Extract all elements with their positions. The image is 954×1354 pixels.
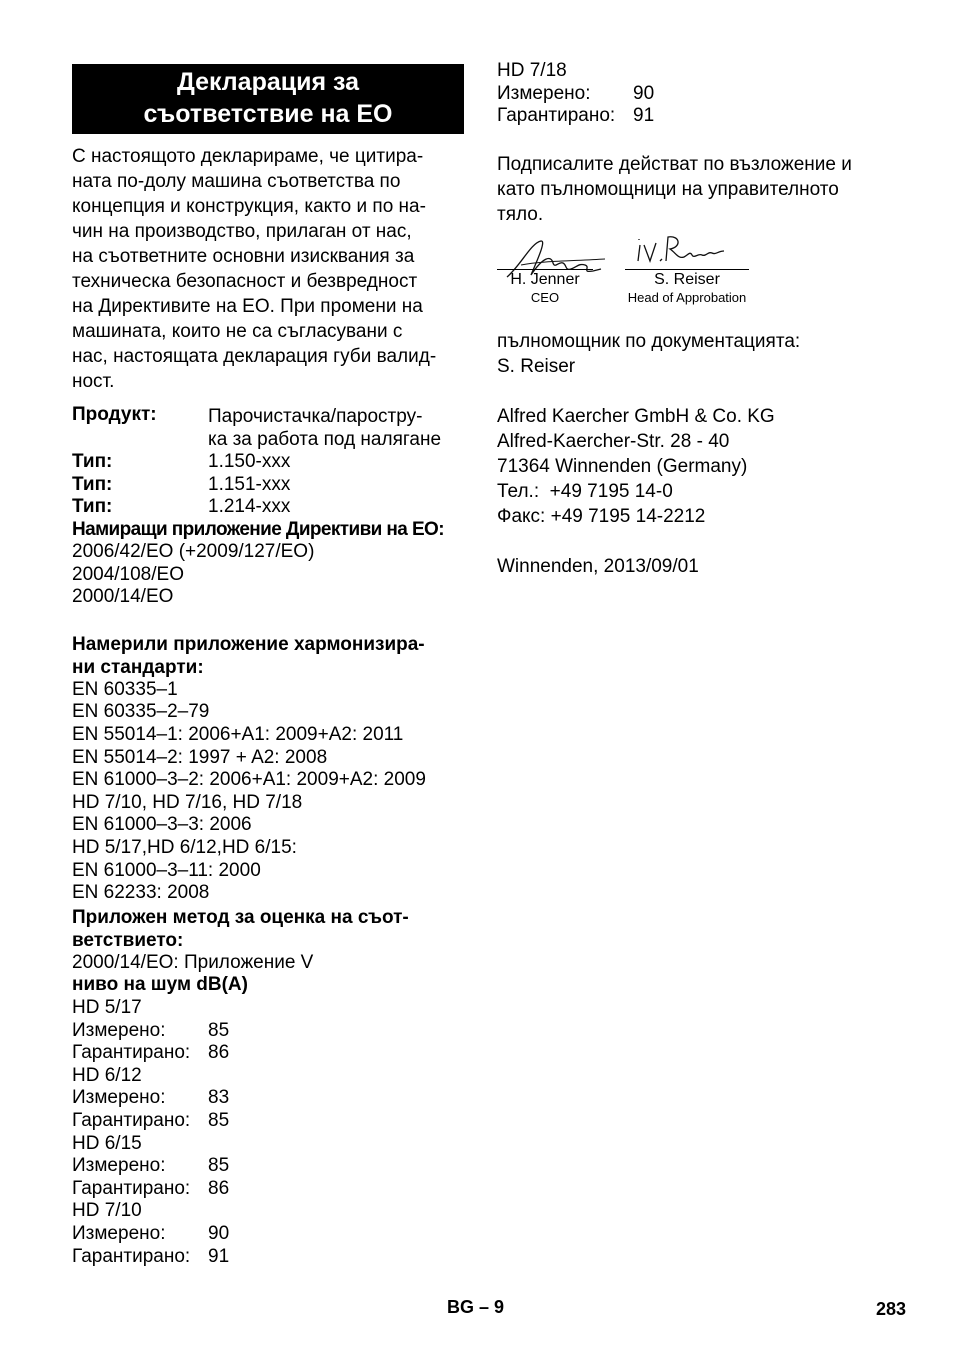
standard-item: EN 62233: 2008 <box>72 882 210 904</box>
intro-line: техническа безопасност и безвредност <box>72 271 418 292</box>
signatory-name: H. Jenner <box>497 269 593 289</box>
signatory-name: S. Reiser <box>625 269 749 289</box>
reiser-signature-image <box>632 231 732 271</box>
noise-heading: ниво на шум dB(A) <box>72 974 248 996</box>
measured-label: Измерено: <box>497 82 591 104</box>
assessment-block <box>72 905 464 975</box>
noise-block <box>72 974 464 1268</box>
measured-value: 90 <box>633 82 655 104</box>
signatures-block <box>497 241 897 341</box>
guaranteed-row <box>72 1246 464 1269</box>
measured-label: Измерено: <box>72 1019 166 1041</box>
noise-model: HD 7/18 <box>497 60 567 81</box>
address-line: Факс: +49 7195 14-2212 <box>497 505 706 527</box>
standard-item: EN 60335–1 <box>72 678 178 700</box>
standards-heading: ни стандарти: <box>72 656 204 678</box>
intro-line: на Директивите на ЕО. При промени на <box>72 296 423 317</box>
signatory-role: CEO <box>530 289 560 305</box>
title-line-2: съответствие на ЕО <box>143 100 393 128</box>
type-value: 1.151-xxx <box>208 473 291 495</box>
product-value: Парочистачка/паростру- ка за работа под налягане <box>208 406 442 450</box>
standard-item: HD 5/17,HD 6/12,HD 6/15: <box>72 837 297 859</box>
assessment-value: 2000/14/ЕО: Приложение V <box>72 951 314 973</box>
measured-row <box>72 1223 464 1246</box>
assessment-heading: ветствието: <box>72 929 184 951</box>
type-row <box>72 496 464 519</box>
directives-block <box>72 519 464 609</box>
intro-line: С настоящото декларираме, че цитира- <box>72 146 424 167</box>
standards-block <box>72 632 464 905</box>
intro-line: на съответните основни изисквания за <box>72 246 415 267</box>
type-value: 1.150-xxx <box>208 451 291 472</box>
standard-item: EN 60335–2–79 <box>72 701 210 723</box>
address-block <box>497 404 897 529</box>
signatory-role: Head of Approbation <box>627 289 747 305</box>
noise-model: HD 7/10 <box>72 1200 142 1222</box>
doc-agent-name: S. Reiser <box>497 355 576 377</box>
product-row <box>72 404 464 451</box>
signatories-line: като пълномощници на управителното <box>497 178 839 200</box>
address-line: Alfred Kaercher GmbH & Co. KG <box>497 405 775 427</box>
page-number: 283 <box>876 1299 907 1319</box>
measured-row <box>497 83 897 106</box>
address-line: Тел.: +49 7195 14-0 <box>497 480 673 502</box>
measured-value: 85 <box>208 1019 230 1041</box>
guaranteed-label: Гарантирано: <box>72 1109 191 1131</box>
standards-heading: Намерили приложение хармонизира- <box>72 633 425 655</box>
measured-label: Измерено: <box>72 1087 166 1109</box>
guaranteed-row <box>72 1178 464 1201</box>
product-block <box>72 404 464 519</box>
measured-label: Измерено: <box>72 1155 166 1177</box>
measured-value: 83 <box>208 1087 230 1109</box>
type-value: 1.214-xxx <box>208 496 291 517</box>
product-label: Продукт: <box>72 404 157 425</box>
guaranteed-value: 86 <box>208 1042 230 1064</box>
right-column <box>497 60 897 579</box>
standard-item: EN 61000–3–11: 2000 <box>72 859 261 881</box>
standard-item: EN 55014–1: 2006+A1: 2009+A2: 2011 <box>72 724 404 746</box>
guaranteed-value: 91 <box>633 105 655 127</box>
intro-line: машината, които не са съгласувани с <box>72 321 403 342</box>
noise-model: HD 5/17 <box>72 997 142 1018</box>
guaranteed-label: Гарантирано: <box>72 1042 191 1064</box>
noise-model: HD 6/12 <box>72 1064 142 1086</box>
intro-paragraph <box>72 144 464 394</box>
place-date: Winnenden, 2013/09/01 <box>497 555 699 577</box>
type-row <box>72 474 464 497</box>
guaranteed-label: Гарантирано: <box>72 1245 191 1267</box>
directive-item: 2006/42/ЕО (+2009/127/ЕО) <box>72 541 315 563</box>
noise-model: HD 6/15 <box>72 1132 142 1154</box>
standard-item: EN 61000–3–3: 2006 <box>72 814 252 836</box>
measured-row <box>72 1155 464 1178</box>
intro-line: чин на производство, прилаган от нас, <box>72 221 412 242</box>
intro-line: нас, настоящата декларация губи валид- <box>72 346 437 367</box>
left-column <box>72 64 464 1268</box>
title-line-1: Декларация за <box>176 68 360 96</box>
intro-line: ната по-долу машина съответства по <box>72 171 401 192</box>
signatories-paragraph <box>497 152 897 227</box>
guaranteed-value: 91 <box>208 1245 230 1267</box>
guaranteed-value: 86 <box>208 1177 230 1199</box>
type-label: Тип: <box>72 451 113 472</box>
standard-item: HD 7/10, HD 7/16, HD 7/18 <box>72 791 303 813</box>
measured-row <box>72 1020 464 1043</box>
measured-value: 90 <box>208 1222 230 1244</box>
guaranteed-row <box>72 1042 464 1065</box>
footer-section: BG – 9 <box>447 1297 505 1317</box>
guaranteed-value: 85 <box>208 1109 230 1131</box>
page-title <box>72 64 464 134</box>
signatories-line: тяло. <box>497 203 544 225</box>
guaranteed-label: Гарантирано: <box>497 105 616 127</box>
measured-row <box>72 1087 464 1110</box>
standard-item: EN 61000–3–2: 2006+A1: 2009+A2: 2009 <box>72 769 426 791</box>
guaranteed-label: Гарантирано: <box>72 1177 191 1199</box>
doc-agent-label: пълномощник по документацията: <box>497 330 801 352</box>
address-line: Alfred-Kaercher-Str. 28 - 40 <box>497 430 730 452</box>
type-row <box>72 451 464 474</box>
intro-line: концепция и конструкция, както и по на- <box>72 196 426 217</box>
guaranteed-row <box>497 105 897 128</box>
guaranteed-row <box>72 1110 464 1133</box>
signature-reiser <box>625 269 749 307</box>
assessment-heading: Приложен метод за оценка на съот- <box>72 906 409 928</box>
type-label: Тип: <box>72 473 113 495</box>
directive-item: 2000/14/ЕО <box>72 586 174 608</box>
signatories-line: Подписалите действат по възложение и <box>497 153 852 175</box>
intro-line: ност. <box>72 371 115 392</box>
standard-item: EN 55014–2: 1997 + A2: 2008 <box>72 746 328 768</box>
type-label: Тип: <box>72 496 113 517</box>
address-line: 71364 Winnenden (Germany) <box>497 455 748 477</box>
measured-label: Измерено: <box>72 1222 166 1244</box>
directive-item: 2004/108/ЕО <box>72 563 184 585</box>
directives-heading: Намиращи приложение Директиви на ЕО: <box>72 518 444 540</box>
signature-jenner <box>497 269 593 307</box>
measured-value: 85 <box>208 1155 230 1177</box>
